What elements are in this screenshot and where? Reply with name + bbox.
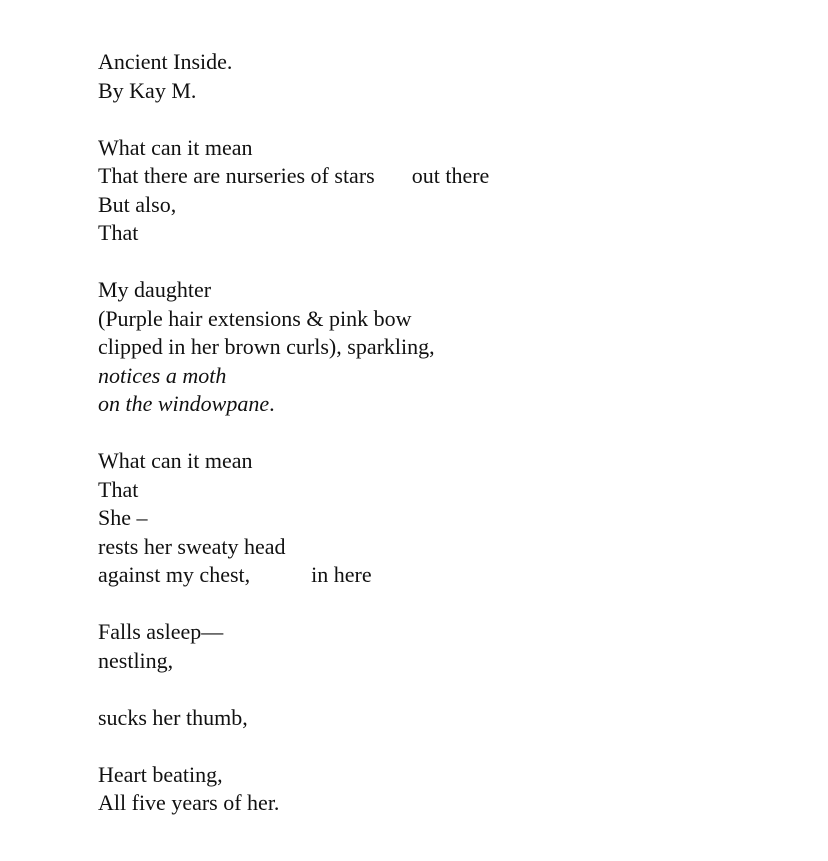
poem-line: (Purple hair extensions & pink bow (98, 305, 412, 331)
poem-line: All five years of her. (98, 790, 280, 815)
poem-line: She – (98, 505, 148, 530)
poem-line-segment: That there are nurseries of stars (98, 163, 375, 188)
stanza-break (98, 675, 489, 704)
poem-line-segment: in here (311, 562, 372, 587)
stanza-break (98, 248, 489, 277)
poem-line: My daughter (98, 277, 212, 302)
poem-line: That (98, 476, 139, 502)
poem-line (98, 390, 489, 419)
poem-line: nestling, (98, 647, 174, 673)
stanza-break (98, 419, 489, 448)
poem-line: What can it mean (98, 134, 253, 160)
poem-line (98, 162, 489, 191)
poem-line: That (98, 220, 139, 245)
poem-line-segment-italic: on the windowpane (98, 391, 270, 416)
poem-line (98, 561, 489, 590)
poem-line-segment: out there (411, 163, 490, 188)
poem-line: But also, (98, 191, 177, 217)
poem-line: Falls asleep— (98, 619, 224, 644)
poem-line: What can it mean (98, 448, 253, 473)
poem-document (98, 48, 489, 818)
stanza-break (98, 105, 489, 134)
poem-line: clipped in her brown curls), sparkling, (98, 334, 435, 359)
poem-byline: By Kay M. (98, 77, 197, 103)
poem-line: rests her sweaty head (98, 533, 286, 559)
stanza-break (98, 590, 489, 619)
poem-line: sucks her thumb, (98, 704, 248, 730)
poem-line-segment: . (269, 391, 275, 416)
stanza-break (98, 732, 489, 761)
poem-line-segment: against my chest, (98, 562, 251, 587)
poem-title: Ancient Inside. (98, 49, 233, 74)
poem-line: Heart beating, (98, 761, 223, 787)
poem-line-italic: notices a moth (98, 362, 227, 388)
